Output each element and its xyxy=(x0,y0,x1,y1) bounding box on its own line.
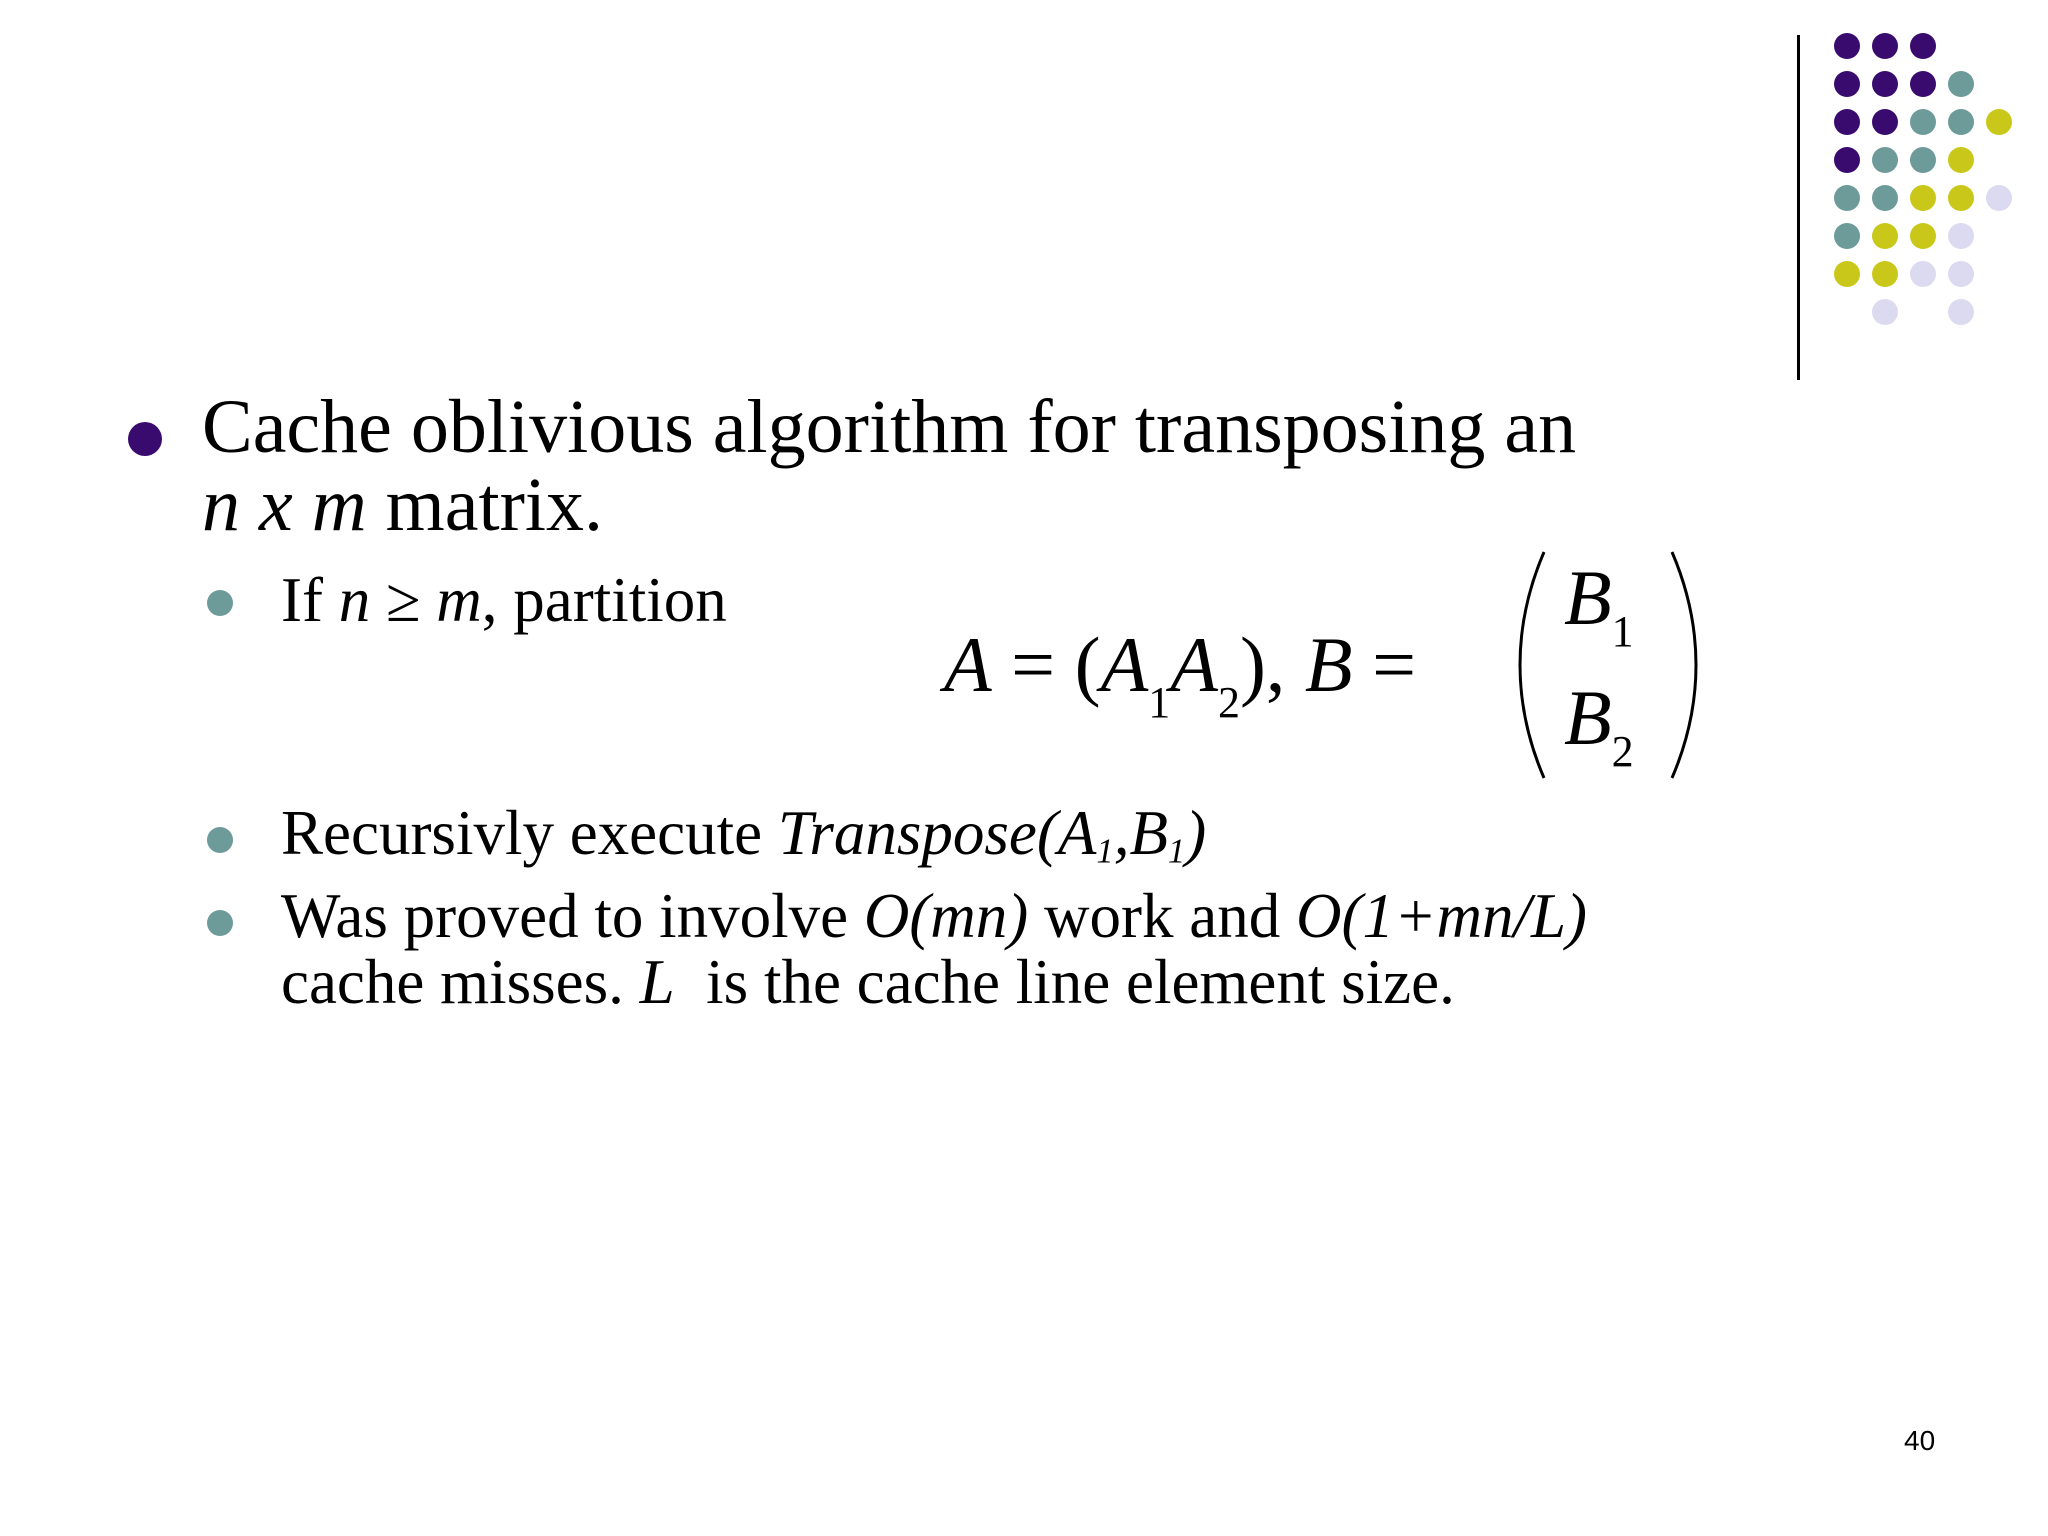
sub-bullet-icon xyxy=(207,827,233,853)
eq-equals2: = xyxy=(1352,621,1417,708)
complexity-line2 xyxy=(281,949,1587,1015)
main-bullet-icon xyxy=(128,422,162,456)
var-x: x xyxy=(259,463,293,547)
var-n: n xyxy=(338,565,371,635)
var-m: m xyxy=(311,463,367,547)
cache-bound: O(1+mn/L) xyxy=(1295,881,1587,951)
sub-1: 1 xyxy=(1096,832,1114,871)
main-bullet-line1: Cache oblivious algorithm for transposing an xyxy=(202,385,1577,469)
decorative-dot xyxy=(1948,185,1974,211)
decorative-dot xyxy=(1948,261,1974,287)
sub-bullet-complexity xyxy=(281,883,1587,1015)
decorative-dot xyxy=(1872,299,1898,325)
eq-A2: A xyxy=(1170,621,1218,708)
right-paren-icon xyxy=(1668,548,1698,782)
decorative-dot xyxy=(1872,33,1898,59)
decorative-dot xyxy=(1872,261,1898,287)
main-bullet-line2 xyxy=(202,463,1576,547)
work-bound: O(mn) xyxy=(863,881,1029,951)
decorative-dot xyxy=(1948,147,1974,173)
decorative-dot xyxy=(1910,109,1936,135)
page-number: 40 xyxy=(1904,1425,1936,1456)
decorative-dot xyxy=(1910,261,1936,287)
eq-B: B xyxy=(1304,621,1353,708)
comma-B: ,B xyxy=(1113,798,1168,868)
eq-A: A xyxy=(944,621,992,708)
recursive-text: Recursivly execute xyxy=(281,798,778,868)
decorative-dot xyxy=(1834,147,1860,173)
decorative-dot xyxy=(1910,147,1936,173)
sub-bullet-recursive xyxy=(281,798,1207,871)
eq-close: ), xyxy=(1239,621,1305,708)
transpose-func: Transpose(A xyxy=(777,798,1097,868)
eq-A1: A xyxy=(1100,621,1149,708)
sub-1b: 1 xyxy=(1167,832,1186,871)
decorative-dot xyxy=(1834,223,1860,249)
var-n: n xyxy=(202,463,240,547)
line-size-text: is the cache line element size. xyxy=(674,947,1455,1017)
var-L: L xyxy=(639,947,675,1017)
sub-bullet-partition xyxy=(281,567,727,633)
decorative-dot xyxy=(1910,185,1936,211)
decorative-dot xyxy=(1910,33,1936,59)
decorative-dot xyxy=(1834,261,1860,287)
cache-misses-text: cache misses. xyxy=(281,947,640,1017)
decorative-dot xyxy=(1834,185,1860,211)
decorative-dot xyxy=(1834,71,1860,97)
decorative-dot xyxy=(1872,71,1898,97)
sub-bullet-icon xyxy=(207,590,233,616)
main-bullet-text xyxy=(202,385,1577,547)
decorative-dot xyxy=(1872,185,1898,211)
left-paren-icon xyxy=(1518,548,1548,782)
decorative-dot xyxy=(1948,223,1974,249)
column-matrix xyxy=(1518,548,1698,782)
work-and-text: work and xyxy=(1028,881,1296,951)
decorative-dot xyxy=(1834,33,1860,59)
matrix-word: matrix. xyxy=(385,463,604,547)
geq-symbol: ≥ xyxy=(370,565,437,635)
partition-text: , partition xyxy=(481,565,727,635)
decorative-dot xyxy=(1910,223,1936,249)
partition-equation xyxy=(944,548,1704,782)
sub-bullet-icon xyxy=(207,910,233,936)
B1: B xyxy=(1564,554,1612,641)
decorative-dot xyxy=(1986,185,2012,211)
if-text: If xyxy=(281,565,339,635)
decorative-dot xyxy=(1910,71,1936,97)
decorative-dot xyxy=(1872,109,1898,135)
B2-sub: 2 xyxy=(1611,727,1634,776)
decorative-dot xyxy=(1872,223,1898,249)
matrix-B1 xyxy=(1564,554,1634,656)
decorative-dot xyxy=(1986,109,2012,135)
matrix-B2 xyxy=(1564,674,1634,776)
B1-sub: 1 xyxy=(1611,607,1634,656)
complexity-line1 xyxy=(281,883,1587,949)
var-m: m xyxy=(436,565,482,635)
decorative-dot xyxy=(1948,299,1974,325)
decorative-dot xyxy=(1834,109,1860,135)
B2: B xyxy=(1564,674,1612,761)
equation-left xyxy=(944,620,1417,727)
title-divider-line xyxy=(1797,35,1800,380)
eq-A2-sub: 2 xyxy=(1217,678,1240,727)
proved-text: Was proved to involve xyxy=(281,881,864,951)
decorative-dot xyxy=(1872,147,1898,173)
decorative-dot-grid xyxy=(1834,33,2024,333)
close-paren: ) xyxy=(1185,798,1207,868)
decorative-dot xyxy=(1948,71,1974,97)
decorative-dot xyxy=(1948,109,1974,135)
eq-A1-sub: 1 xyxy=(1148,678,1171,727)
eq-equals: = ( xyxy=(991,621,1101,708)
